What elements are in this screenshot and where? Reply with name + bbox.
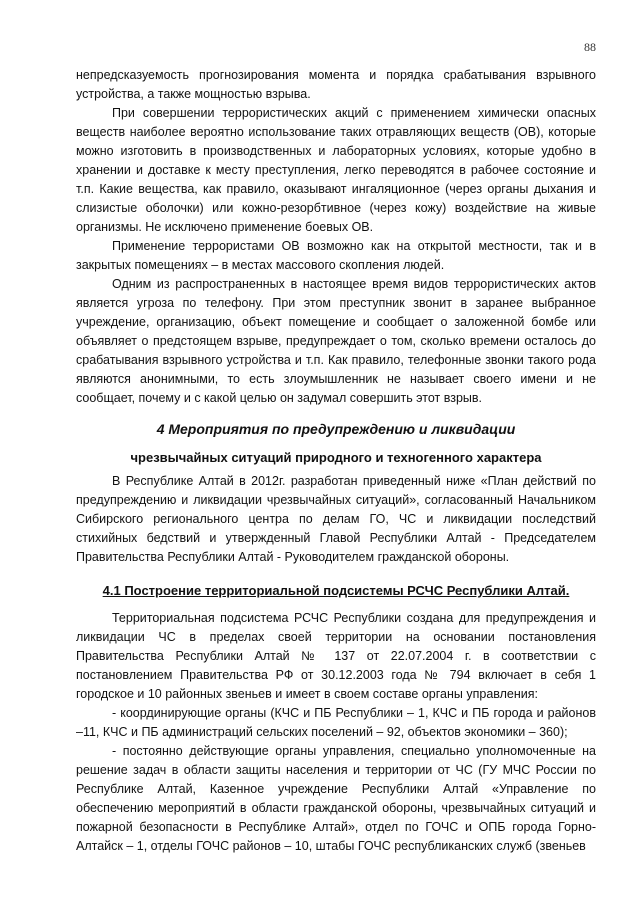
- paragraph: При совершении террористических акций с применением химически опасных веществ наиболее вероятно использование таких отравляющих веществ (ОВ), которые можно изготовить в производственных и лабораторных условиях, которые удобно в хранении и доставке к месту преступления, легко переводятся в рабочее состояние и т.п. Какие вещества, как правило, оказывают ингаляционное (через органы дыхания и слизистые оболочки) или кожно-резорбтивное (через кожу) воздействие на живые организмы. Не исключено применение боевых ОВ.: [76, 106, 596, 234]
- section-title: 4 Мероприятия по предупреждению и ликвидации: [156, 421, 516, 437]
- section-subtitle: чрезвычайных ситуаций природного и техногенного характера: [130, 450, 542, 465]
- list-item: - постоянно действующие органы управления, специально уполномоченные на решение задач в области защиты населения и территории от ЧС (ГУ МЧС России по Республике Алтай, Казенное учреждение Республики Алтай «Управление по обеспечению мероприятий в области гражданской обороны, чрезвычайных ситуаций и пожарной безопасности в Республике Алтай», отдел по ГОЧС и ОПБ города Горно-Алтайск – 1, отделы ГОЧС районов – 10, штабы ГОЧС республиканских служб (звеньев: [76, 744, 596, 853]
- list-item: - координирующие органы (КЧС и ПБ Республики – 1, КЧС и ПБ города и районов –11, КЧС и ПБ администраций сельских поселений – 92, объектов экономики – 360);: [76, 706, 596, 739]
- paragraph: Применение террористами ОВ возможно как на открытой местности, так и в закрытых помещениях – в местах массового скопления людей.: [76, 239, 596, 272]
- paragraph: Одним из распространенных в настоящее время видов террористических актов является угроза по телефону. При этом преступник звонит в заранее выбранное учреждение, организацию, объект помещение и сообщает о заложенной бомбе или объявляет о предстоящем взрыве, предупреждает о том, сколько времени осталось до срабатывания взрывного устройства и т.п. Как правило, телефонные звонки такого рода являются анонимными, то есть злоумышленник не называет своего имени и не сообщает, почему и с какой целью он задумал совершить этот взрыв.: [76, 277, 596, 405]
- paragraph: Территориальная подсистема РСЧС Республики создана для предупреждения и ликвидации ЧС в пределах своей территории на основании постановления Правительства Республики Алтай № 137 от 22.07.2004 г. в соответствии с постановлением Правительства РФ от 30.12.2003 года № 794 включает в себя 1 городское и 10 районных звеньев и имеет в своем составе органы управления:: [76, 611, 596, 701]
- paragraph: В Республике Алтай в 2012г. разработан приведенный ниже «План действий по предупреждению и ликвидации чрезвычайных ситуаций», согласованный Начальником Сибирского регионального центра по делам ГО, ЧС и ликвидации последствий стихийных бедствий и утвержденный Главой Республики Алтай - Председателем Правительства Республики Алтай - Руководителем гражданской обороны.: [76, 474, 596, 564]
- page-content: [76, 66, 596, 856]
- subsection-title: 4.1 Построение территориальной подсистемы РСЧС Республики Алтай.: [102, 583, 570, 598]
- paragraph: непредсказуемость прогнозирования момента и порядка срабатывания взрывного устройства, а также мощностью взрыва.: [76, 68, 596, 101]
- page-number: 88: [584, 40, 596, 54]
